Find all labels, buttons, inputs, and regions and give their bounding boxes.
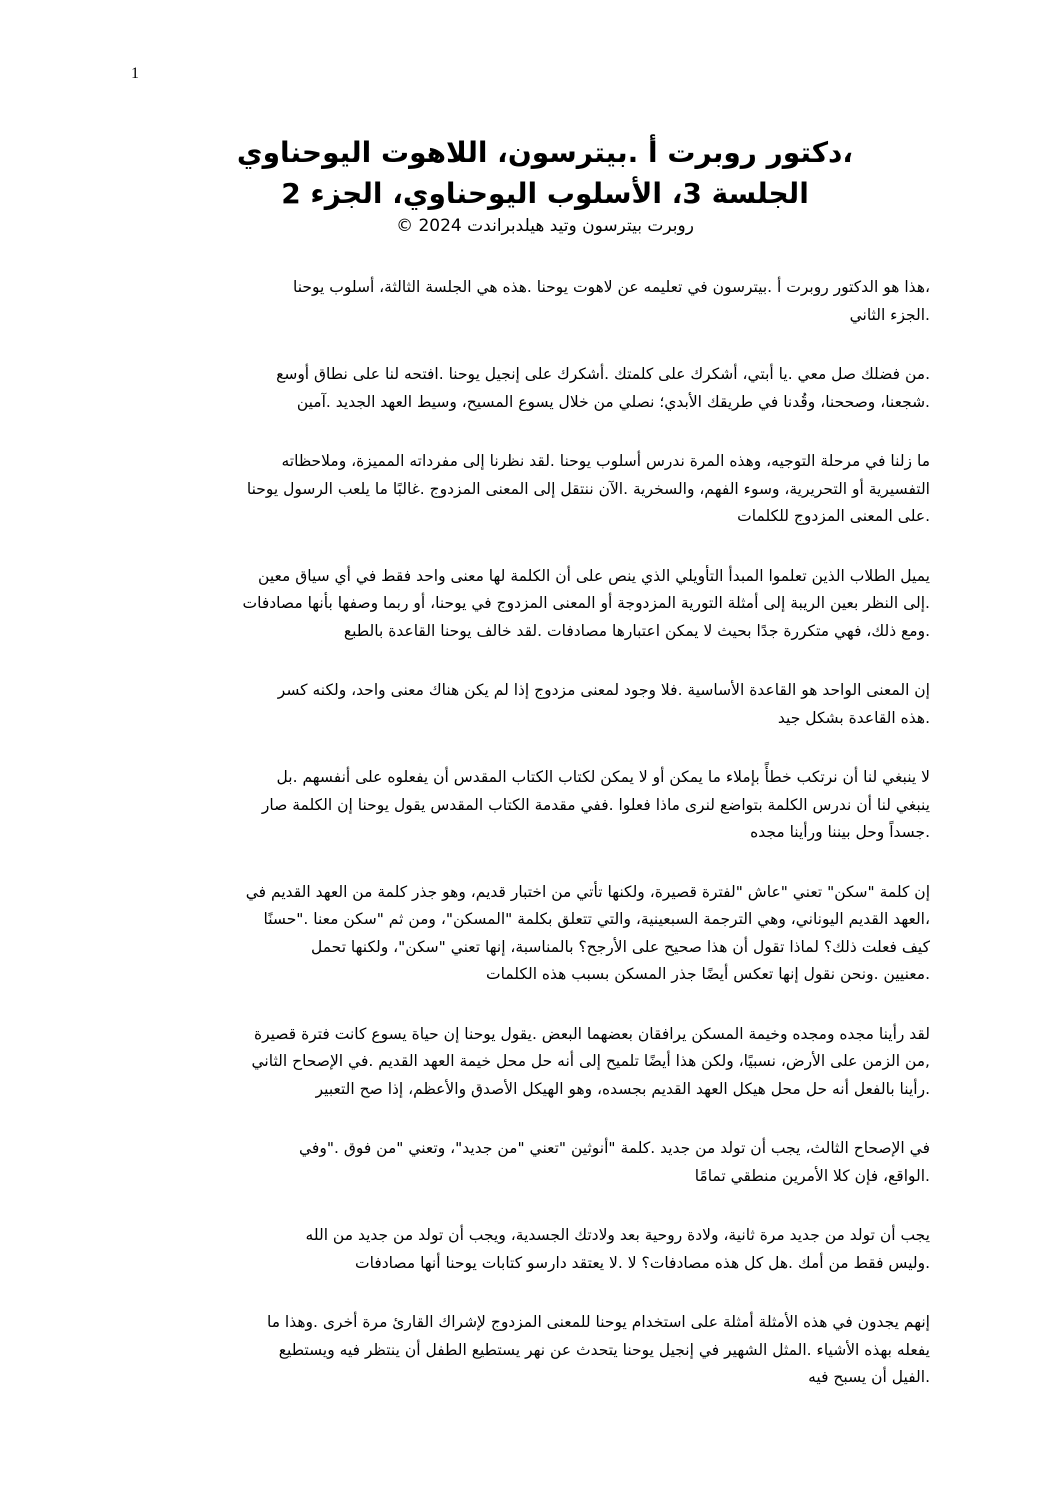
paragraph-line: يميل الطلاب الذين تعلموا المبدأ التأويلي الذي ينص على أن الكلمة لها معنى واحد فقط في أي سياق معين	[258, 566, 930, 585]
paragraph-tabernacle	[130, 1021, 930, 1104]
paragraph-line: إن المعنى الواحد هو القاعدة الأساسية .فلا وجود لمعنى مزدوج إذا لم يكن هناك معنى واحد، ولكنه كسر	[277, 681, 930, 699]
paragraph-line: .إلى النظر بعين الريبة إلى أمثلة التورية المزدوجة أو المعنى المزدوج في يوحنا، أو ربما وصفها بأنها مصادفات	[242, 594, 930, 612]
paragraph-orientation	[130, 448, 930, 531]
paragraph-hermeneutic	[130, 563, 930, 646]
paragraph-line: في الإصحاح الثالث، يجب أن تولد من جديد .كلمة "أنوثين "تعني "من جديد"، وتعني "من فوق ."وفي	[299, 1139, 930, 1157]
paragraph-line: .من فضلك صل معي .يا أبتي، أشكرك على كلمتك .أشكرك على إنجيل يوحنا .افتحه لنا على نطاق أوسع	[276, 365, 930, 383]
paragraph-line: .معنيين .ونحن نقول إنها تعكس أيضًا جذر المسكن بسبب هذه الكلمات	[486, 965, 930, 983]
paragraph-line: .هذه القاعدة بشكل جيد	[777, 708, 930, 727]
paragraph-line: ،هذا هو الدكتور روبرت أ .بيترسون في تعليمه عن لاهوت يوحنا .هذه هي الجلسة الثالثة، أسلوب يوحنا	[293, 278, 930, 296]
paragraph-line: .شجعنا، وصححنا، وقُدنا في طريقك الأبدي؛ نصلي من خلال يسوع المسيح، وسيط العهد الجديد .آمين	[296, 392, 930, 411]
paragraph-line: لا ينبغي لنا أن نرتكب خطأً بإملاء ما يمكن أو لا يمكن لكتاب الكتاب المقدس أن يفعلوه على أنفسهم .بل	[276, 768, 930, 786]
document-title-line-1: ،دكتور روبرت أ .بيترسون، اللاهوت اليوحناوي	[236, 136, 854, 169]
paragraph-intro	[130, 274, 930, 329]
paragraph-line: .على المعنى المزدوج للكلمات	[737, 507, 930, 525]
paragraph-line: ما زلنا في مرحلة التوجيه، وهذه المرة ندرس أسلوب يوحنا .لقد نظرنا إلى مفرداته المميزة، وملاحظاته	[281, 452, 930, 470]
paragraph-line: ,من الزمن على الأرض، نسبيًا، ولكن هذا أيضًا تلميح إلى أنه حل محل خيمة العهد القديم .في الإصحاح الثاني	[251, 1052, 930, 1070]
paragraph-line: ،العهد القديم اليوناني، وهي الترجمة السبعينية، والتي تتعلق بكلمة "المسكن"، ومن ثم "سكن معنا ."حسنًا	[263, 910, 930, 928]
paragraph-line: كيف فعلت ذلك؟ لماذا تقول أن هذا صحيح على الأرجح؟ بالمناسبة، إنها تعني "سكن"، ولكنها تحمل	[310, 937, 930, 956]
paragraph-prayer	[130, 361, 930, 416]
paragraph-line: .الجزء الثاني	[849, 305, 930, 324]
paragraph-dwelt	[130, 879, 930, 989]
paragraph-humility	[130, 764, 930, 847]
paragraph-born-again	[130, 1135, 930, 1190]
document-title-line-2: الجلسة 3، الأسلوب اليوحناوي، الجزء 2	[281, 177, 809, 210]
paragraph-line: إنهم يجدون في هذه الأمثلة أمثلة على استخدام يوحنا للمعنى المزدوج لإشراك القارئ مرة أخرى .وهذا ما	[266, 1313, 930, 1331]
paragraph-line: .جسداً وحل بيننا ورأينا مجده	[750, 823, 930, 841]
paragraph-line: .ومع ذلك، فهي متكررة جدًا بحيث لا يمكن اعتبارها مصادفات .لقد خالف يوحنا القاعدة بالطبع	[343, 621, 930, 640]
paragraph-second-birth	[130, 1222, 930, 1277]
paragraph-examples	[130, 1309, 930, 1392]
paragraph-line: ينبغي لنا أن ندرس الكلمة بتواضع لنرى ماذا فعلوا .ففي مقدمة الكتاب المقدس يقول يوحنا إن الكلمة صار	[261, 795, 930, 814]
title-block	[160, 132, 930, 238]
paragraph-line: يفعله بهذه الأشياء .المثل الشهير في إنجيل يوحنا يتحدث عن نهر يستطيع الطفل أن ينتظر فيه ويستطيع	[278, 1340, 930, 1359]
paragraph-line: .رأينا بالفعل أنه حل محل هيكل العهد القديم بجسده، وهو الهيكل الأصدق والأعظم، إذا صح التعبير	[315, 1079, 930, 1098]
paragraph-single-meaning	[130, 677, 930, 732]
paragraph-line: يجب أن تولد من جديد مرة ثانية، ولادة روحية بعد ولادتك الجسدية، ويجب أن تولد من جديد من الله	[305, 1226, 930, 1244]
paragraph-line: .وليس فقط من أمك .هل كل هذه مصادفات؟ لا .لا يعتقد دارسو كتابات يوحنا أنها مصادفات	[355, 1253, 930, 1272]
paragraph-line: لقد رأينا مجده ومجده وخيمة المسكن يرافقان بعضهما البعض .يقول يوحنا إن حياة يسوع كانت فترة قصيرة	[253, 1024, 930, 1043]
paragraph-line: .الفيل أن يسبح فيه	[808, 1368, 930, 1386]
paragraph-line: التفسيرية أو التحريرية، وسوء الفهم، والسخرية .الآن ننتقل إلى المعنى المزدوج .غالبًا ما يلعب الرسول يوحنا	[246, 479, 930, 498]
copyright-notice: روبرت بيترسون وتيد هيلدبراندت 2024 ©	[396, 216, 694, 236]
paragraph-line: .الواقع، فإن كلا الأمرين منطقي تمامًا	[694, 1166, 930, 1185]
paragraph-line: إن كلمة "سكن" تعني "عاش "لفترة قصيرة، ولكنها تأتي من اختبار قديم، وهو جذر كلمة من العهد القديم في	[245, 882, 930, 901]
document-body	[130, 274, 930, 1424]
page-number: 1	[131, 65, 139, 82]
